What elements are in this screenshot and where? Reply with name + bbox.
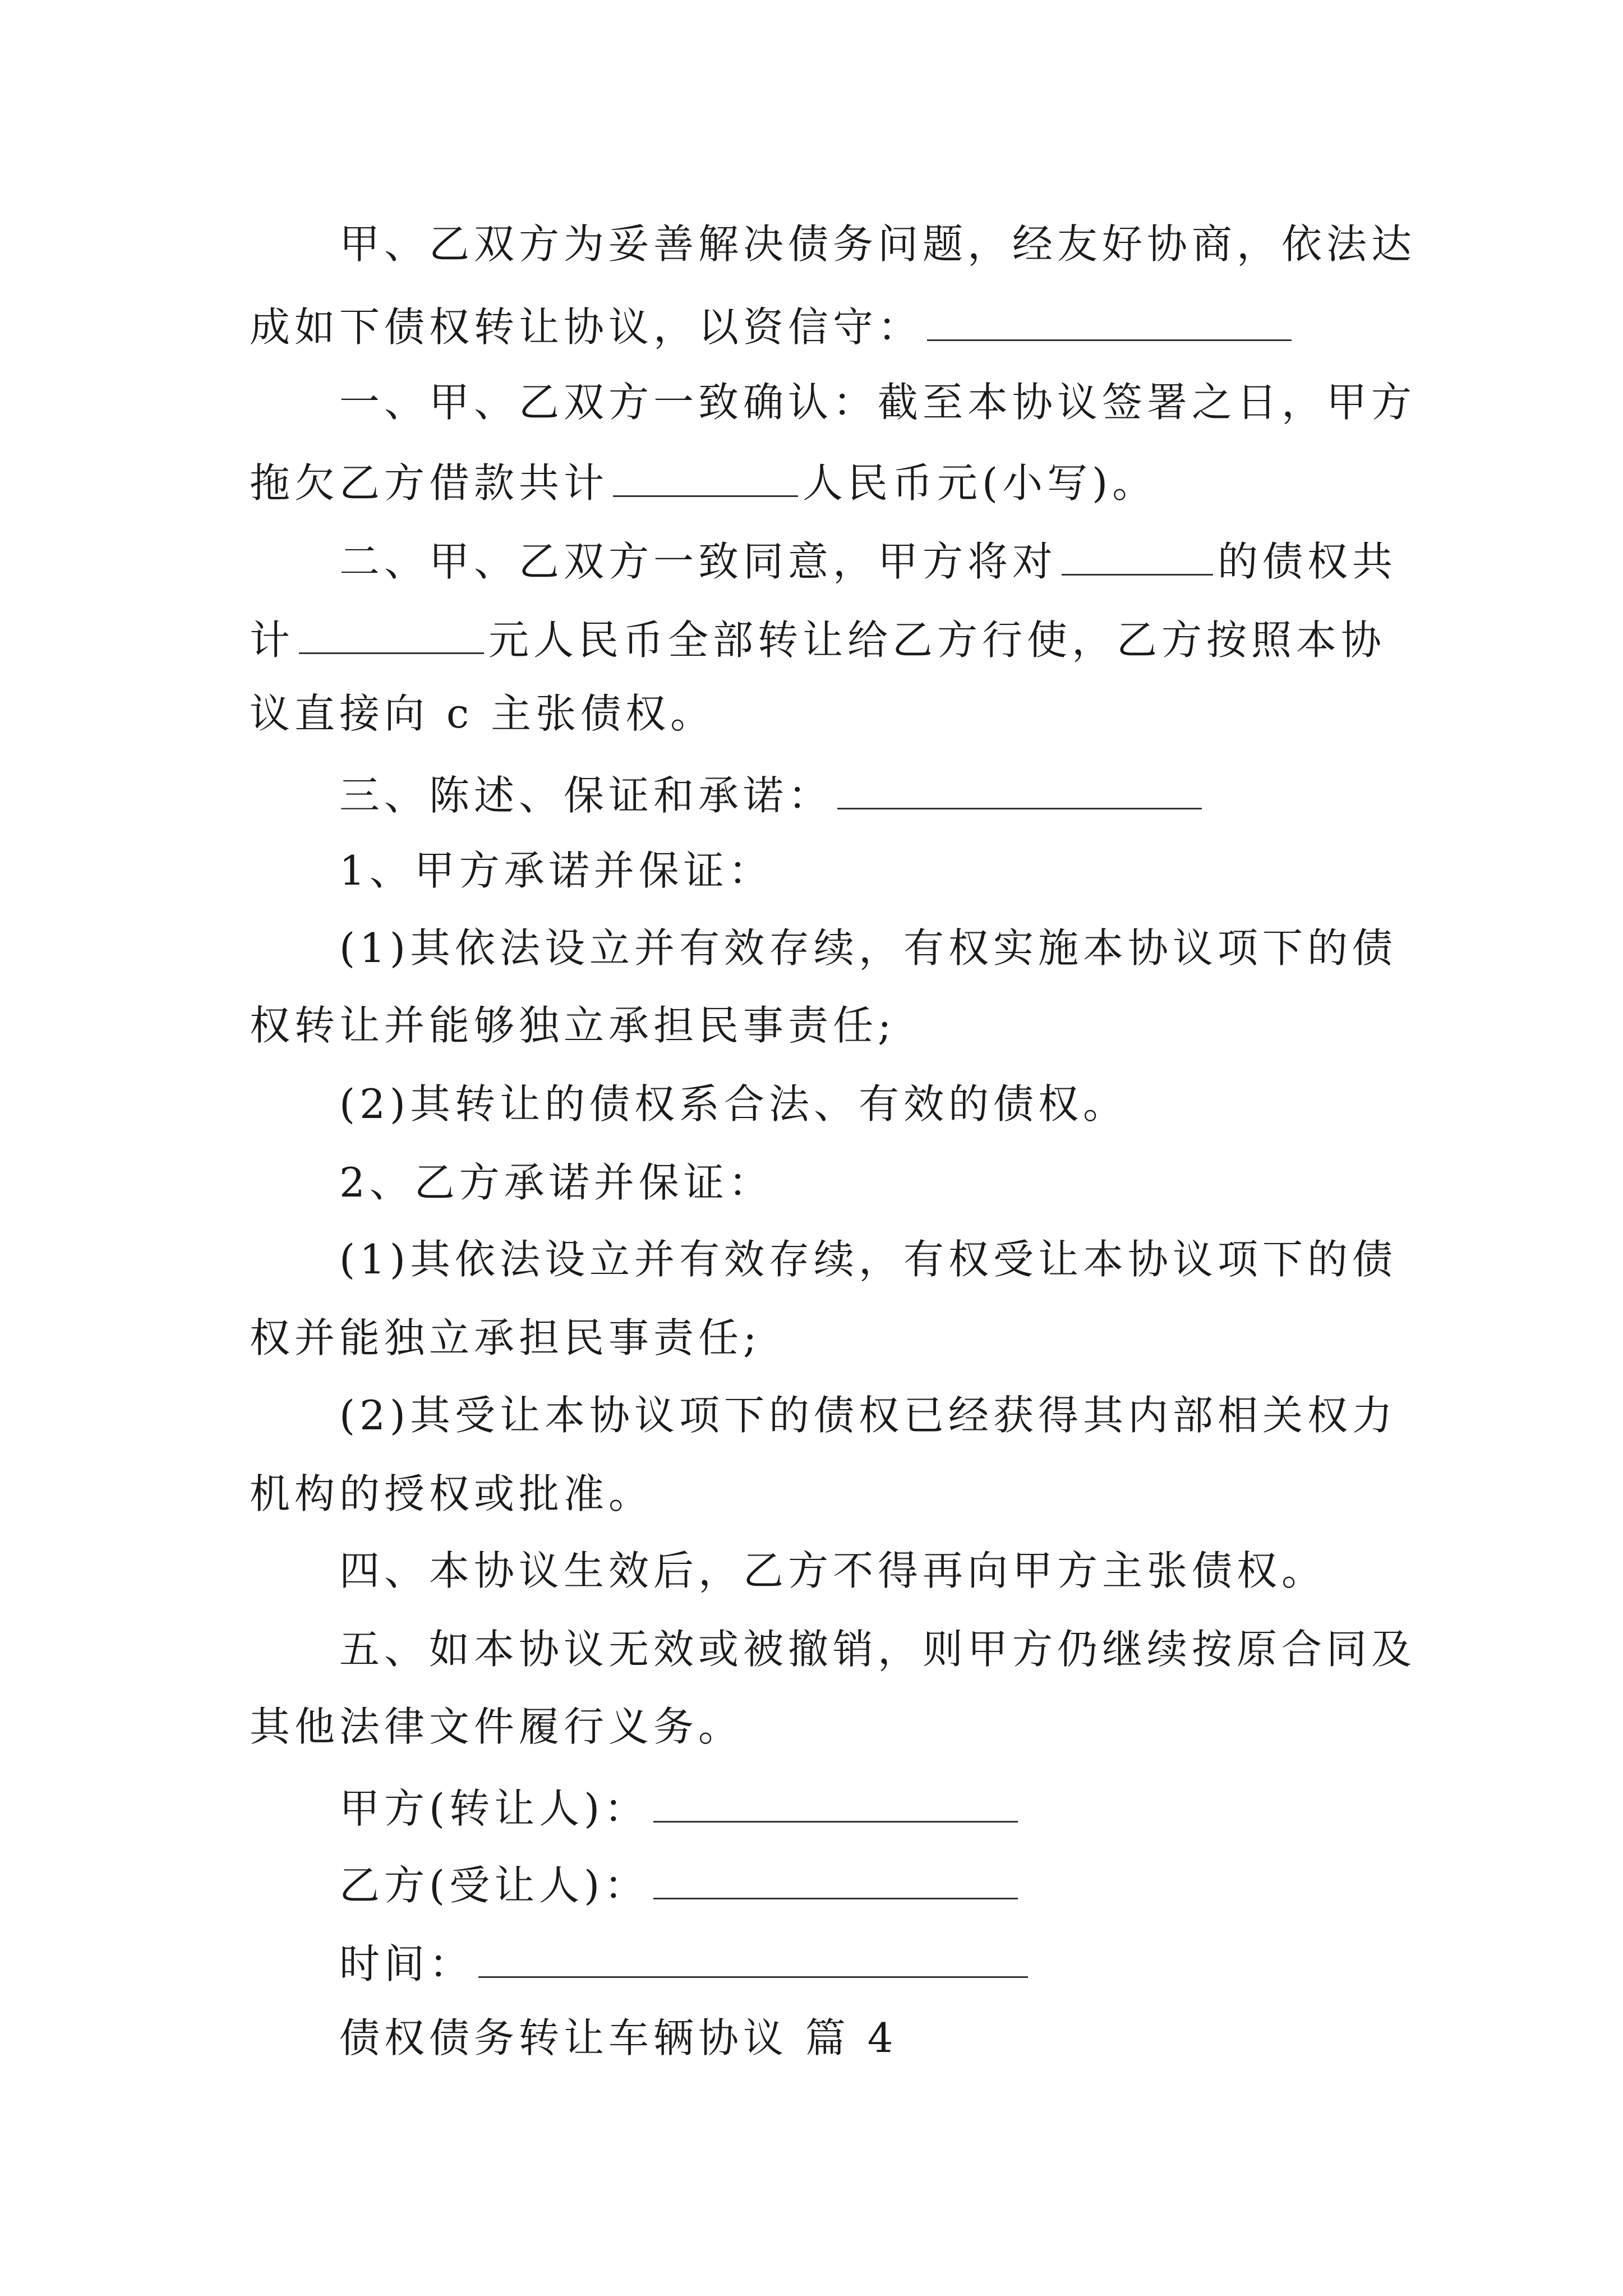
text-line (339, 1621, 1416, 1677)
signature-blank (653, 1777, 1018, 1823)
text-line (339, 1231, 1397, 1287)
text: 甲方(转让人)： (339, 1785, 649, 1832)
text-line (339, 1076, 1128, 1132)
text-line (339, 764, 1206, 823)
text-line (250, 1310, 761, 1366)
text: 四、本协议生效后，乙方不得再向甲方主张债权。 (339, 1547, 1327, 1594)
text-line (250, 997, 896, 1053)
text: 1、甲方承诺并保证： (339, 847, 773, 894)
text: (2)其受让本协议项下的债权已经获得其内部相关权力 (339, 1392, 1397, 1439)
text: 一、甲、乙双方一致确认：截至本协议签署之日，甲方 (339, 379, 1417, 426)
text-line (250, 452, 1157, 511)
text-line (339, 843, 773, 899)
text-line (339, 374, 1416, 430)
text-line (250, 296, 1296, 355)
signature-time (339, 1932, 1032, 1992)
text: 元人民币全部转让给乙方行使，乙方按照本协 (488, 616, 1386, 664)
text: 计 (250, 616, 295, 664)
signature-party-b (339, 1854, 1022, 1913)
text: 机构的授权或批准。 (250, 1470, 654, 1517)
text-line (339, 530, 1397, 590)
text: 权转让并能够独立承担民事责任; (250, 1002, 896, 1049)
date-blank (478, 1932, 1028, 1978)
text-line (339, 1154, 773, 1211)
text: 债权债务转让车辆协议 篇 4 (339, 2014, 898, 2062)
text: 2、乙方承诺并保证： (339, 1159, 773, 1206)
text: 的债权共 (1218, 538, 1398, 585)
text: 乙方(受让人)： (339, 1862, 649, 1909)
text: 时间： (339, 1940, 474, 1987)
fill-blank-amount (613, 452, 798, 497)
signature-blank (653, 1854, 1018, 1899)
text: 二、甲、乙双方一致同意，甲方将对 (339, 538, 1058, 585)
text: 议直接向 c 主张债权。 (250, 690, 716, 737)
text: 甲、乙双方为妥善解决债务问题，经友好协商，依法达 (339, 220, 1417, 268)
section-heading (339, 2010, 898, 2066)
text-line (250, 1466, 653, 1522)
text-line (339, 216, 1416, 272)
text-line (339, 1543, 1326, 1599)
signature-party-a (339, 1777, 1022, 1837)
text-line (250, 685, 715, 742)
text: 拖欠乙方借款共计 (250, 459, 609, 507)
fill-blank-amount (299, 609, 484, 654)
text: 三、陈述、保证和承诺： (339, 772, 833, 819)
fill-blank (1062, 530, 1213, 576)
text-line (339, 1387, 1397, 1443)
text-line (250, 609, 1386, 668)
text: (1)其依法设立并有效存续，有权实施本协议项下的债 (339, 924, 1397, 972)
text: 其他法律文件履行义务。 (250, 1703, 744, 1750)
text: 五、如本协议无效或被撤销，则甲方仍继续按原合同及 (339, 1626, 1417, 1673)
text: 权并能独立承担民事责任; (250, 1314, 762, 1361)
fill-blank (927, 296, 1292, 341)
text-line (250, 1699, 743, 1755)
fill-blank (837, 764, 1202, 809)
text: (2)其转让的债权系合法、有效的债权。 (339, 1080, 1128, 1128)
text: 人民币元(小写)。 (803, 459, 1158, 507)
text-line (339, 920, 1397, 976)
text: (1)其依法设立并有效存续，有权受让本协议项下的债 (339, 1236, 1397, 1283)
text: 成如下债权转让协议，以资信守： (250, 303, 923, 351)
